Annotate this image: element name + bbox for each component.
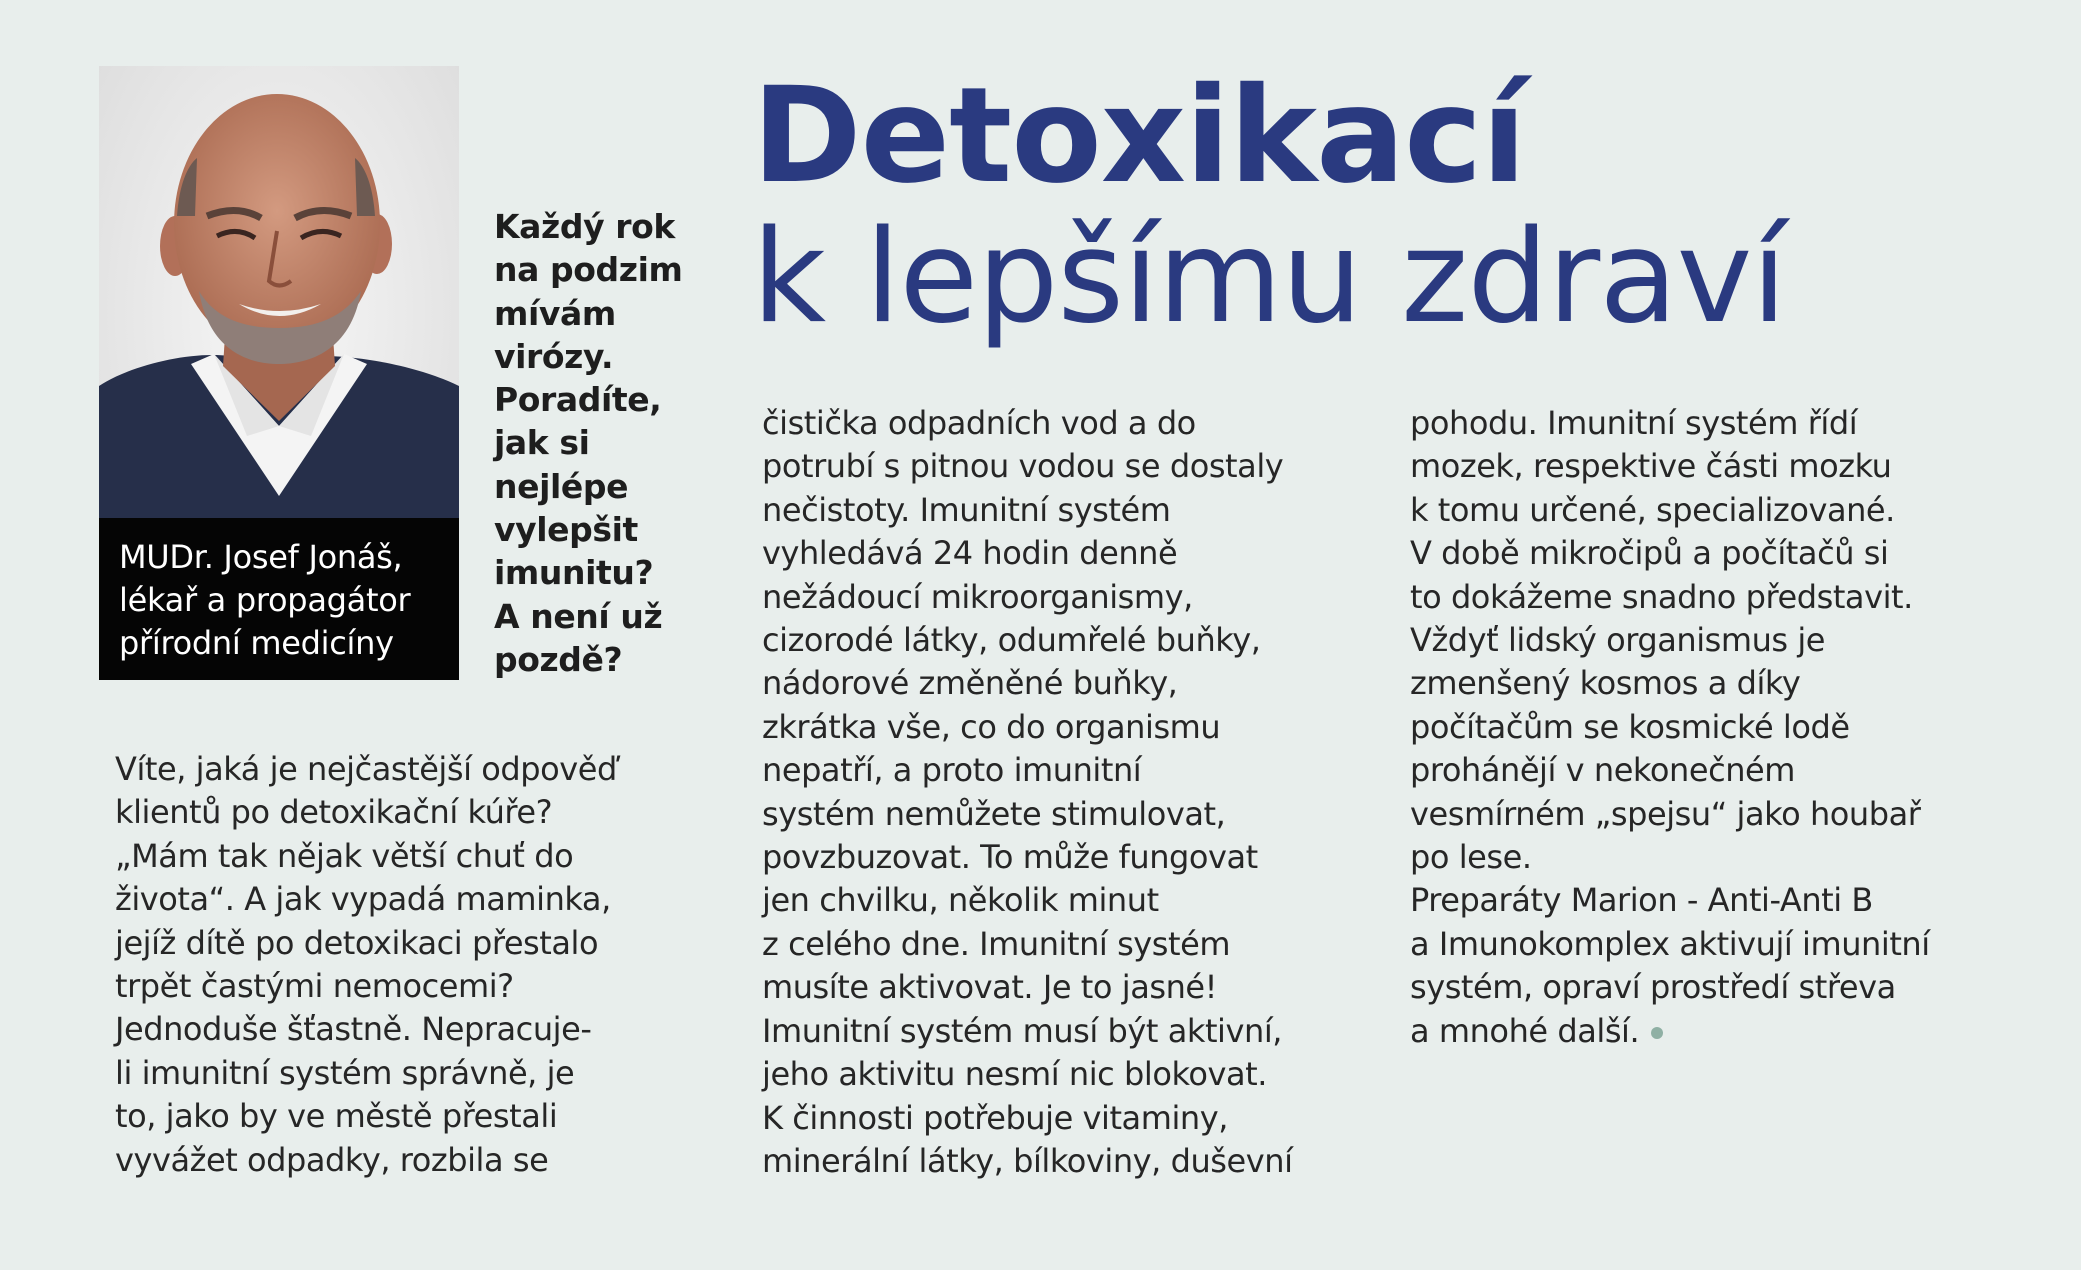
- end-of-article-dot-icon: [1651, 1027, 1663, 1039]
- text-line: povzbuzovat. To může fungovat: [762, 838, 1258, 877]
- text-line: li imunitní systém správně, je: [115, 1053, 575, 1092]
- text-line: z celého dne. Imunitní systém: [762, 924, 1231, 963]
- article-column-2: [762, 402, 1293, 1183]
- caption-line: lékař a propagátor: [119, 581, 411, 619]
- article-column-3: [1410, 402, 1930, 1053]
- text-line: jejíž dítě po detoxikaci přestalo: [115, 923, 599, 962]
- text-line: K činnosti potřebuje vitaminy,: [762, 1098, 1228, 1137]
- text-line: vyhledává 24 hodin denně: [762, 534, 1178, 573]
- text-line: k tomu určené, specializované.: [1410, 490, 1895, 529]
- text-line: a Imunokomplex aktivují imunitní: [1410, 924, 1930, 963]
- author-photo: [99, 66, 459, 680]
- caption-line: MUDr. Josef Jonáš,: [119, 538, 403, 576]
- question-line: na podzim: [494, 250, 683, 290]
- text-line: Vždyť lidský organismus je: [1410, 621, 1826, 660]
- article-column-1: [115, 748, 617, 1182]
- question-line: nejlépe: [494, 466, 629, 506]
- text-line: pohodu. Imunitní systém řídí: [1410, 404, 1858, 442]
- text-line: potrubí s pitnou vodou se dostaly: [762, 447, 1284, 486]
- question-line: Poradíte,: [494, 380, 662, 420]
- text-line: Preparáty Marion - Anti-Anti B: [1410, 881, 1873, 920]
- text-line: nečistoty. Imunitní systém: [762, 490, 1171, 529]
- text-line: to dokážeme snadno představit.: [1410, 577, 1913, 616]
- headline-line-2: k lepšímu zdraví: [752, 203, 1786, 352]
- text-line: nežádoucí mikroorganismy,: [762, 577, 1193, 616]
- text-line: systém nemůžete stimulovat,: [762, 794, 1226, 833]
- text-line: Jednoduše šťastně. Nepracuje-: [115, 1010, 592, 1049]
- text-line: systém, opraví prostředí střeva: [1410, 968, 1896, 1007]
- text-line: zkrátka vše, co do organismu: [762, 707, 1221, 746]
- text-line: trpět častými nemocemi?: [115, 967, 514, 1006]
- text-line: mozek, respektive části mozku: [1410, 447, 1892, 486]
- text-line: klientů po detoxikační kúře?: [115, 793, 553, 832]
- text-line: po lese.: [1410, 838, 1532, 877]
- question-line: pozdě?: [494, 639, 623, 679]
- text-line: minerální látky, bílkoviny, duševní: [762, 1141, 1293, 1180]
- text-line: nádorové změněné buňky,: [762, 664, 1178, 703]
- text-line: jeho aktivitu nesmí nic blokovat.: [762, 1055, 1267, 1094]
- text-line: „Mám tak nějak větší chuť do: [115, 836, 574, 875]
- text-line: vesmírném „spejsu“ jako houbař: [1410, 794, 1921, 833]
- text-line: [1410, 1010, 1930, 1053]
- text-line: počítačům se kosmické lodě: [1410, 707, 1850, 746]
- photo-caption: [99, 518, 459, 680]
- question-line: mívám: [494, 293, 616, 333]
- question-line: imunitu?: [494, 553, 654, 593]
- text-line-final: a mnohé další.: [1410, 1011, 1640, 1050]
- headline: [752, 59, 1786, 352]
- text-line: zmenšený kosmos a díky: [1410, 664, 1801, 703]
- question-line: Každý rok: [494, 207, 675, 246]
- text-line: prohánějí v nekonečném: [1410, 751, 1796, 790]
- text-line: Víte, jaká je nejčastější odpověď: [115, 750, 617, 788]
- text-line: jen chvilku, několik minut: [762, 881, 1159, 920]
- text-line: V době mikročipů a počítačů si: [1410, 534, 1889, 573]
- question-line: A není už: [494, 596, 663, 636]
- text-line: čistička odpadních vod a do: [762, 404, 1196, 442]
- page-bottom-edge: [0, 1270, 2081, 1280]
- text-line: života“. A jak vypadá maminka,: [115, 880, 611, 919]
- question-line: jak si: [494, 423, 590, 463]
- text-line: to, jako by ve městě přestali: [115, 1097, 558, 1136]
- headline-line-1: Detoxikací: [752, 59, 1526, 213]
- text-line: Imunitní systém musí být aktivní,: [762, 1011, 1282, 1050]
- text-line: vyvážet odpadky, rozbila se: [115, 1140, 549, 1179]
- text-line: musíte aktivovat. Je to jasné!: [762, 968, 1218, 1007]
- question-line: vylepšit: [494, 510, 638, 550]
- text-line: cizorodé látky, odumřelé buňky,: [762, 621, 1261, 660]
- text-line: nepatří, a proto imunitní: [762, 751, 1142, 790]
- reader-question: [494, 205, 684, 681]
- caption-line: přírodní medicíny: [119, 624, 394, 662]
- question-line: virózy.: [494, 336, 614, 376]
